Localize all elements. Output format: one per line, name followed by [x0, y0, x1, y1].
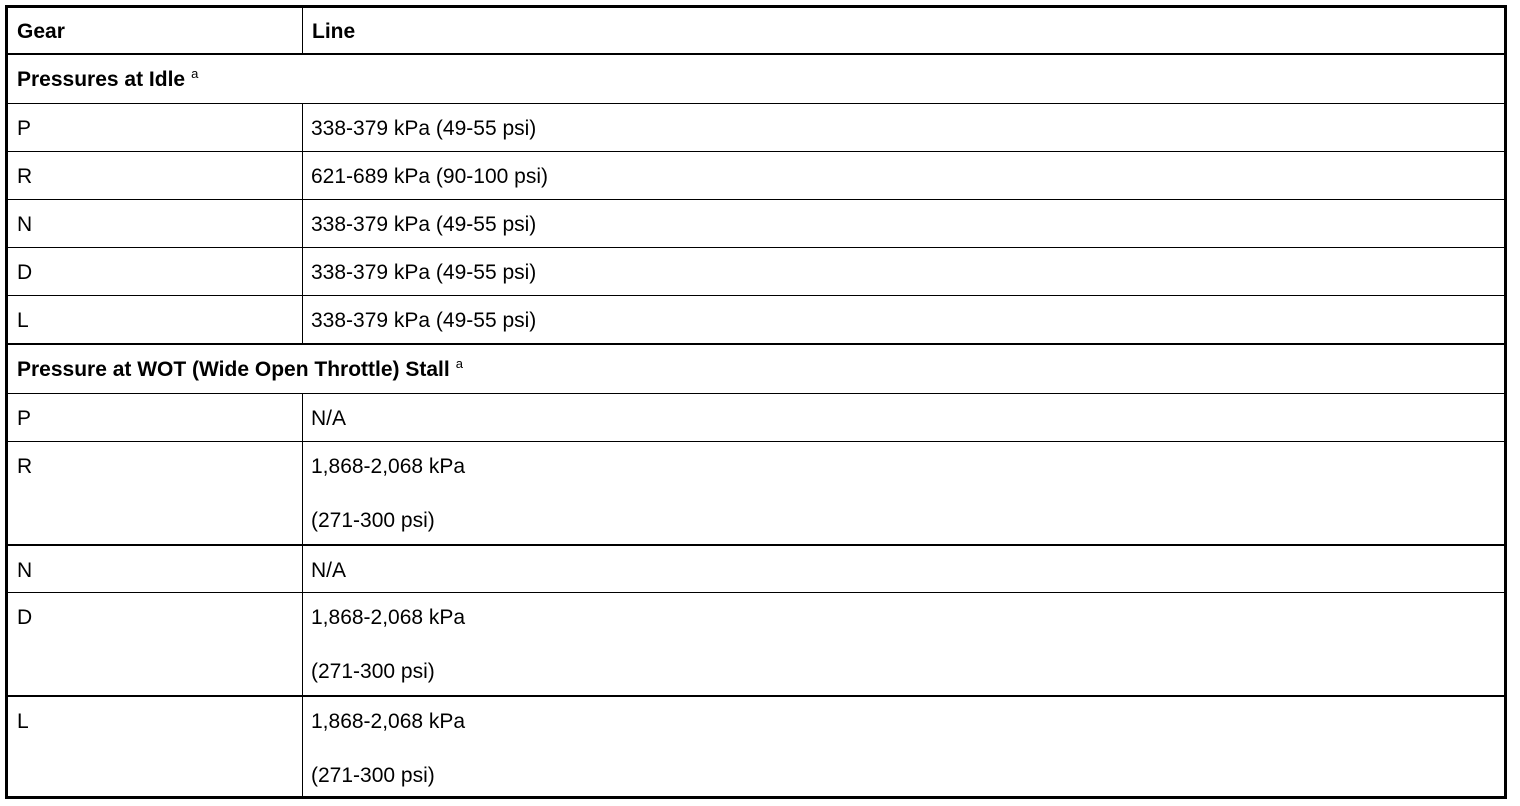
gear-cell: R [7, 442, 303, 545]
header-row [7, 7, 1506, 54]
section-title: Pressure at WOT (Wide Open Throttle) Stall [17, 357, 450, 381]
line-cell: 338-379 kPa (49-55 psi) [303, 248, 1506, 296]
line-cell [303, 696, 1506, 798]
line-cell: 338-379 kPa (49-55 psi) [303, 200, 1506, 248]
line-cell: 621-689 kPa (90-100 psi) [303, 152, 1506, 200]
gear-cell: N [7, 545, 303, 593]
footnote-mark: a [455, 355, 463, 371]
line-value-psi: (271-300 psi) [311, 763, 435, 787]
header-line: Line [303, 7, 1506, 54]
table-row [7, 442, 1506, 545]
table-row [7, 104, 1506, 152]
footnote-mark: a [191, 65, 199, 81]
line-cell: N/A [303, 394, 1506, 442]
line-value-kpa: 1,868-2,068 kPa [311, 606, 466, 629]
gear-cell: P [7, 394, 303, 442]
table-row [7, 296, 1506, 344]
table-row [7, 152, 1506, 200]
section-title: Pressures at Idle [17, 67, 186, 91]
table-row [7, 696, 1506, 798]
header-gear: Gear [7, 7, 303, 54]
gear-cell: L [7, 696, 303, 798]
table-row [7, 394, 1506, 442]
section-title-cell [7, 344, 1506, 394]
line-cell [303, 442, 1506, 545]
table-row [7, 248, 1506, 296]
gear-cell: D [7, 248, 303, 296]
line-cell [303, 593, 1506, 696]
line-value-psi: (271-300 psi) [311, 660, 435, 683]
line-value-kpa: 1,868-2,068 kPa [311, 709, 466, 733]
gear-cell: P [7, 104, 303, 152]
table-row [7, 593, 1506, 696]
line-value-psi: (271-300 psi) [311, 509, 435, 532]
line-cell: 338-379 kPa (49-55 psi) [303, 296, 1506, 344]
section-header-wot-stall [7, 344, 1506, 394]
gear-cell: L [7, 296, 303, 344]
section-header-idle [7, 54, 1506, 104]
line-cell: N/A [303, 545, 1506, 593]
line-value-kpa: 1,868-2,068 kPa [311, 455, 466, 478]
table-row [7, 200, 1506, 248]
pressure-spec-table [5, 5, 1507, 799]
gear-cell: D [7, 593, 303, 696]
line-cell: 338-379 kPa (49-55 psi) [303, 104, 1506, 152]
gear-cell: R [7, 152, 303, 200]
table-row [7, 545, 1506, 593]
section-title-cell [7, 54, 1506, 104]
gear-cell: N [7, 200, 303, 248]
